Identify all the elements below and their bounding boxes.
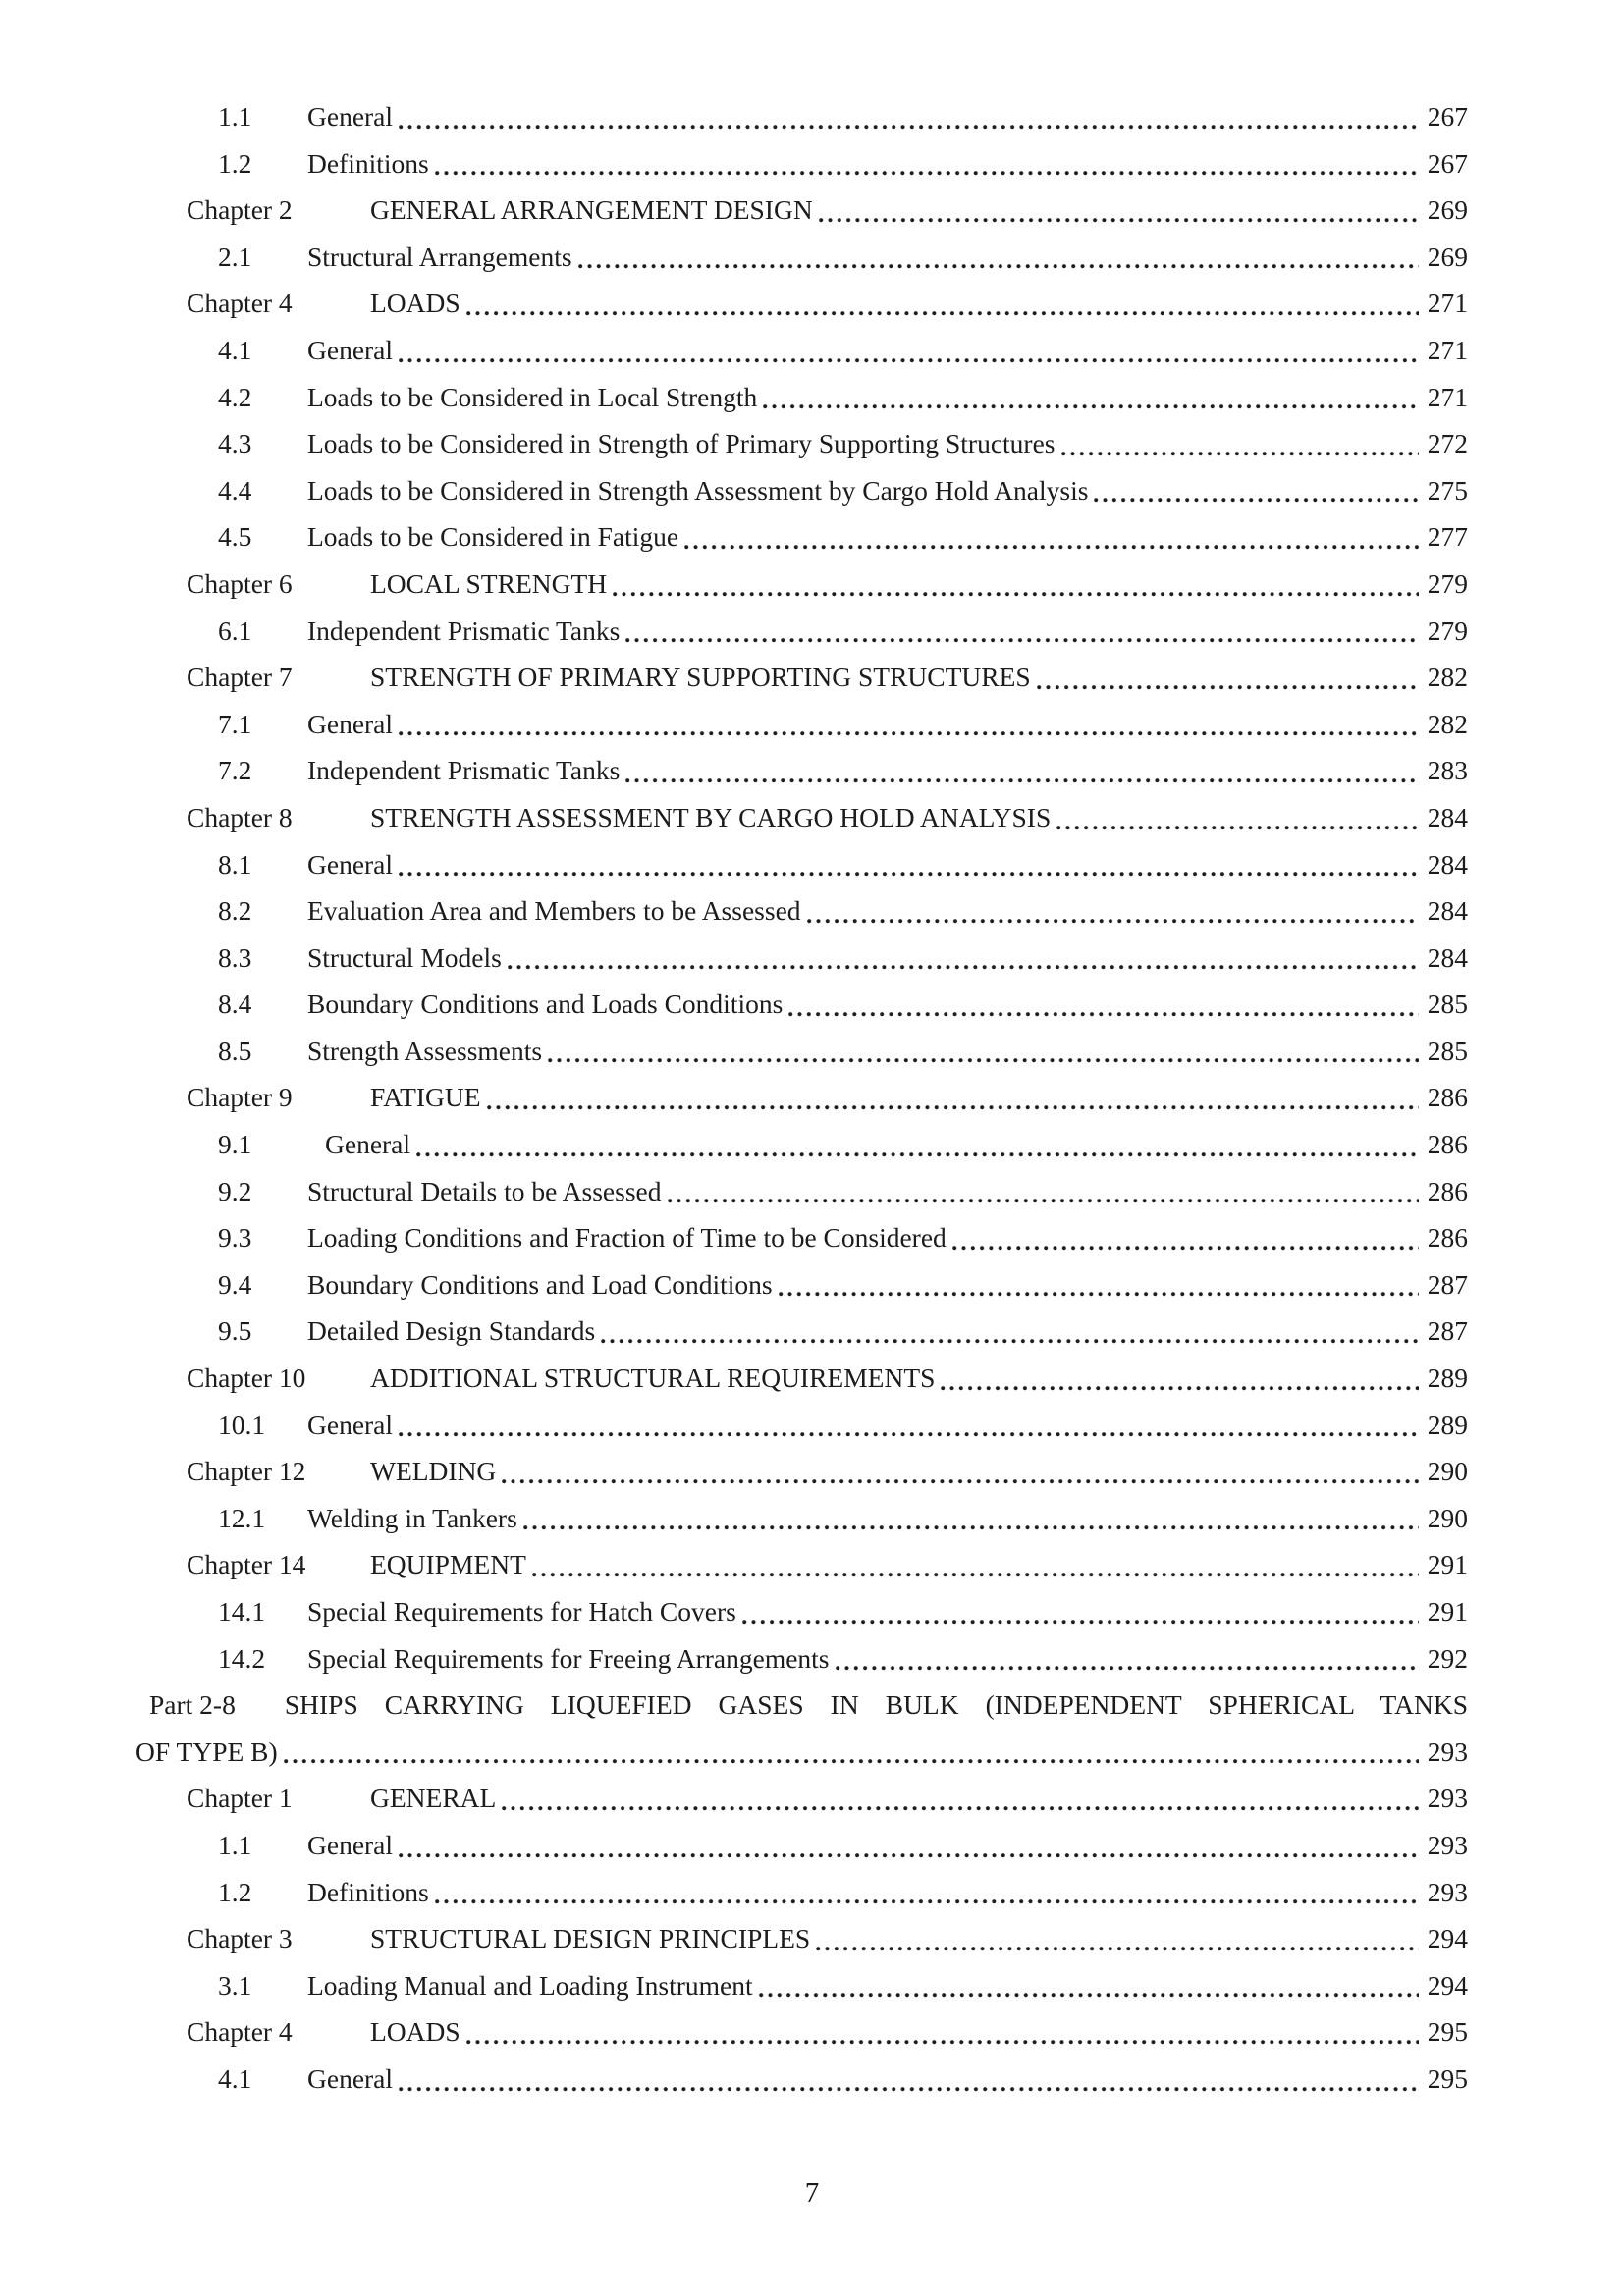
toc-entry-title: STRUCTURAL DESIGN PRINCIPLES (370, 1923, 811, 1954)
dot-leader (399, 870, 1419, 878)
toc-entry-page: 275 (1427, 474, 1468, 506)
toc-entry[interactable] (135, 2008, 1468, 2056)
toc-entry-page: 267 (1427, 101, 1468, 132)
toc-entry-number: Chapter 7 (187, 662, 293, 693)
toc-entry-page: 277 (1427, 521, 1468, 553)
dot-leader (819, 216, 1419, 224)
toc-entry-number: 7.1 (218, 708, 252, 739)
toc-entry[interactable] (135, 747, 1468, 794)
dot-leader (399, 1430, 1419, 1438)
toc-entry-number: Part 2-8 (149, 1689, 236, 1721)
toc-entry-number: 4.5 (218, 521, 252, 553)
toc-entry-number: 4.3 (218, 428, 252, 459)
toc-entry-number: 14.1 (218, 1596, 266, 1627)
dot-leader (684, 543, 1419, 551)
toc-entry-title-wrap: OF TYPE B) (135, 1735, 278, 1767)
toc-entry-number: 1.1 (218, 101, 252, 132)
toc-entry[interactable] (135, 1775, 1468, 1822)
toc-entry-title: Evaluation Area and Members to be Assessed (307, 895, 801, 927)
toc-entry[interactable] (135, 1822, 1468, 1869)
toc-entry[interactable] (135, 654, 1468, 701)
dot-leader (816, 1945, 1419, 1952)
toc-entry-number: 9.1 (218, 1129, 252, 1160)
toc-entry-page: 293 (1427, 1735, 1468, 1767)
toc-entry-title: EQUIPMENT (370, 1549, 526, 1580)
dot-leader (284, 1757, 1419, 1765)
toc-entry-page: 293 (1427, 1829, 1468, 1860)
toc-entry[interactable] (135, 1168, 1468, 1215)
toc-entry-number: 1.2 (218, 147, 252, 179)
toc-entry-number: 14.2 (218, 1642, 266, 1674)
toc-entry-number: 1.2 (218, 1876, 252, 1907)
dot-leader (625, 776, 1419, 784)
toc-entry-page: 286 (1427, 1129, 1468, 1160)
toc-entry[interactable] (135, 1869, 1468, 1916)
toc-entry[interactable] (135, 2056, 1468, 2103)
toc-entry-title: Loads to be Considered in Strength of Primary Supporting Structures (307, 428, 1056, 459)
toc-entry-number: 8.2 (218, 895, 252, 927)
toc-entry-number: 8.1 (218, 848, 252, 880)
toc-entry-page: 289 (1427, 1362, 1468, 1394)
dot-leader (466, 309, 1419, 317)
toc-entry[interactable] (135, 374, 1468, 421)
toc-entry-page: 272 (1427, 428, 1468, 459)
toc-entry-title: Special Requirements for Freeing Arrangements (307, 1642, 830, 1674)
toc-entry-number: Chapter 9 (187, 1082, 293, 1113)
toc-entry-number: 2.1 (218, 240, 252, 272)
toc-entry-title: General (307, 101, 394, 132)
toc-entry-page: 289 (1427, 1409, 1468, 1440)
toc-entry-page: 286 (1427, 1175, 1468, 1206)
dot-leader (668, 1197, 1420, 1204)
toc-entry-number: Chapter 10 (187, 1362, 306, 1394)
toc-entry-page: 269 (1427, 194, 1468, 226)
toc-entry-title: Strength Assessments (307, 1035, 543, 1066)
toc-entry-title: General (307, 848, 394, 880)
dot-leader (502, 1477, 1419, 1485)
toc-entry-page: 293 (1427, 1876, 1468, 1907)
toc-entry-title: GENERAL (370, 1783, 497, 1814)
toc-entry-title: Boundary Conditions and Loads Conditions (307, 988, 784, 1020)
toc-entry[interactable] (135, 140, 1468, 187)
toc-entry-page: 271 (1427, 288, 1468, 319)
toc-entry-page: 271 (1427, 381, 1468, 412)
toc-entry[interactable] (135, 420, 1468, 467)
toc-list (135, 93, 1468, 2103)
dot-leader (763, 402, 1419, 410)
toc-entry-title: Loading Conditions and Fraction of Time to be Considered (307, 1222, 947, 1254)
toc-entry-number: 9.3 (218, 1222, 252, 1254)
dot-leader (523, 1523, 1419, 1531)
dot-leader (601, 1337, 1419, 1345)
dot-leader (1056, 824, 1419, 831)
toc-entry-number: 8.3 (218, 941, 252, 973)
toc-entry-page: 271 (1427, 334, 1468, 365)
toc-entry-title: Loads to be Considered in Strength Assessment by Cargo Hold Analysis (307, 474, 1089, 506)
toc-entry[interactable] (135, 561, 1468, 608)
toc-entry-title: Special Requirements for Hatch Covers (307, 1596, 736, 1627)
toc-entry[interactable] (135, 608, 1468, 655)
dot-leader (788, 1010, 1419, 1018)
toc-entry[interactable] (135, 513, 1468, 561)
toc-entry[interactable] (135, 1121, 1468, 1168)
dot-leader (952, 1244, 1419, 1252)
toc-entry-number: 10.1 (218, 1409, 266, 1440)
dot-leader (1061, 450, 1419, 457)
dot-leader (532, 1571, 1419, 1578)
toc-entry[interactable] (135, 1588, 1468, 1635)
toc-entry-page: 282 (1427, 662, 1468, 693)
toc-entry-page: 290 (1427, 1456, 1468, 1487)
toc-entry-title: LOCAL STRENGTH (370, 567, 608, 599)
toc-entry-title: Loads to be Considered in Local Strength (307, 381, 758, 412)
toc-entry-number: 9.5 (218, 1315, 252, 1347)
toc-entry-title: General (307, 1409, 394, 1440)
dot-leader (625, 636, 1419, 644)
dot-leader (399, 356, 1419, 364)
toc-entry-number: 4.1 (218, 334, 252, 365)
toc-entry-number: Chapter 2 (187, 194, 293, 226)
dot-leader (759, 1991, 1419, 1999)
dot-leader (399, 729, 1419, 737)
toc-entry-number: 4.1 (218, 2062, 252, 2094)
toc-entry-page: 269 (1427, 240, 1468, 272)
toc-entry[interactable] (135, 1495, 1468, 1542)
toc-entry-page: 284 (1427, 848, 1468, 880)
toc-entry-number: 9.2 (218, 1175, 252, 1206)
toc-entry[interactable] (135, 981, 1468, 1028)
toc-entry-number: 6.1 (218, 614, 252, 646)
toc-entry-title: General (325, 1129, 411, 1160)
toc-entry-title: General (307, 708, 394, 739)
toc-entry-number: Chapter 1 (187, 1783, 293, 1814)
dot-leader (416, 1150, 1419, 1158)
toc-entry-title: General (307, 1829, 394, 1860)
toc-entry-page: 287 (1427, 1315, 1468, 1347)
toc-entry-title: General (307, 2062, 394, 2094)
toc-entry[interactable] (135, 234, 1468, 281)
dot-leader (807, 917, 1419, 925)
toc-entry-page: 292 (1427, 1642, 1468, 1674)
dot-leader (1037, 683, 1419, 691)
toc-entry[interactable] (135, 1261, 1468, 1308)
toc-entry[interactable] (135, 934, 1468, 982)
toc-entry-page: 267 (1427, 147, 1468, 179)
toc-entry[interactable] (135, 1214, 1468, 1261)
toc-entry-page: 279 (1427, 614, 1468, 646)
toc-entry[interactable] (135, 1402, 1468, 1449)
toc-entry-page: 294 (1427, 1969, 1468, 2001)
toc-entry-title: STRENGTH OF PRIMARY SUPPORTING STRUCTURES (370, 662, 1031, 693)
toc-entry[interactable] (135, 794, 1468, 841)
toc-entry-number: 4.4 (218, 474, 252, 506)
dot-leader (502, 1804, 1419, 1812)
toc-entry-number: 4.2 (218, 381, 252, 412)
toc-entry-title: Independent Prismatic Tanks (307, 755, 621, 786)
toc-entry-title: Boundary Conditions and Load Conditions (307, 1268, 773, 1300)
dot-leader (399, 1851, 1419, 1859)
toc-entry-title: LOADS (370, 288, 460, 319)
toc-entry[interactable] (135, 1074, 1468, 1121)
toc-entry[interactable] (135, 887, 1468, 934)
toc-entry-page: 290 (1427, 1502, 1468, 1533)
toc-entry-page: 282 (1427, 708, 1468, 739)
toc-entry-page: 291 (1427, 1596, 1468, 1627)
toc-entry-title: FATIGUE (370, 1082, 481, 1113)
toc-entry-page: 295 (1427, 2016, 1468, 2048)
toc-entry[interactable] (135, 1635, 1468, 1682)
toc-entry-title: Independent Prismatic Tanks (307, 614, 621, 646)
toc-entry-title: Detailed Design Standards (307, 1315, 596, 1347)
toc-entry-title: Loads to be Considered in Fatigue (307, 521, 679, 553)
toc-entry-page: 284 (1427, 941, 1468, 973)
toc-entry-number: Chapter 4 (187, 2016, 293, 2048)
toc-entry-page: 285 (1427, 1035, 1468, 1066)
toc-entry[interactable] (135, 1962, 1468, 2009)
toc-entry-title: ADDITIONAL STRUCTURAL REQUIREMENTS (370, 1362, 936, 1394)
dot-leader (548, 1056, 1419, 1064)
dot-leader (836, 1664, 1419, 1672)
toc-entry-title: GENERAL ARRANGEMENT DESIGN (370, 194, 813, 226)
toc-part-line-1 (135, 1682, 1468, 1729)
dot-leader (1094, 496, 1419, 504)
toc-entry[interactable] (135, 1541, 1468, 1588)
toc-entry-part[interactable] (135, 1682, 1468, 1775)
toc-entry-number: Chapter 3 (187, 1923, 293, 1954)
toc-entry-number: 7.2 (218, 755, 252, 786)
toc-entry-number: Chapter 12 (187, 1456, 306, 1487)
toc-entry-title: Structural Details to be Assessed (307, 1175, 662, 1206)
toc-entry-title: Structural Arrangements (307, 240, 572, 272)
toc-entry-number: Chapter 8 (187, 801, 293, 832)
dot-leader (779, 1290, 1419, 1298)
toc-entry-number: 8.5 (218, 1035, 252, 1066)
toc-entry-title: STRENGTH ASSESSMENT BY CARGO HOLD ANALYSIS (370, 801, 1052, 832)
toc-entry-number: 1.1 (218, 1829, 252, 1860)
dot-leader (941, 1384, 1419, 1392)
toc-entry[interactable] (135, 1355, 1468, 1402)
toc-entry-title: Loading Manual and Loading Instrument (307, 1969, 753, 2001)
toc-entry-title: SHIPS CARRYING LIQUEFIED GASES IN BULK (INDEPENDENT SPHERICAL TANKS (284, 1689, 1468, 1721)
toc-entry[interactable] (135, 327, 1468, 374)
toc-entry-page: 293 (1427, 1783, 1468, 1814)
dot-leader (466, 2038, 1419, 2046)
toc-entry-page: 287 (1427, 1268, 1468, 1300)
toc-entry-title: Welding in Tankers (307, 1502, 517, 1533)
toc-entry-title: Structural Models (307, 941, 502, 973)
dot-leader (435, 169, 1419, 177)
toc-entry-page: 284 (1427, 801, 1468, 832)
toc-entry[interactable] (135, 467, 1468, 514)
toc-entry-title: Definitions (307, 147, 429, 179)
toc-entry-number: 8.4 (218, 988, 252, 1020)
toc-entry[interactable] (135, 187, 1468, 234)
dot-leader (399, 123, 1419, 131)
toc-entry-page: 279 (1427, 567, 1468, 599)
dot-leader (613, 590, 1419, 598)
toc-entry[interactable] (135, 93, 1468, 140)
toc-entry-title: LOADS (370, 2016, 460, 2048)
toc-entry[interactable] (135, 1915, 1468, 1962)
footer-page-number: 7 (804, 2177, 820, 2209)
toc-entry-title: General (307, 334, 394, 365)
dot-leader (435, 1897, 1419, 1905)
toc-entry-number: Chapter 6 (187, 567, 293, 599)
dot-leader (487, 1103, 1419, 1111)
toc-entry-number: 12.1 (218, 1502, 266, 1533)
toc-entry-number: 9.4 (218, 1268, 252, 1300)
toc-entry-page: 283 (1427, 755, 1468, 786)
toc-entry[interactable] (135, 701, 1468, 748)
toc-entry-page: 294 (1427, 1923, 1468, 1954)
toc-part-line-2 (135, 1729, 1468, 1776)
toc-entry-title: Definitions (307, 1876, 429, 1907)
toc-entry-number: 3.1 (218, 1969, 252, 2001)
toc-entry-page: 285 (1427, 988, 1468, 1020)
toc-entry-number: Chapter 14 (187, 1549, 306, 1580)
toc-entry-page: 295 (1427, 2062, 1468, 2094)
toc-entry[interactable] (135, 1308, 1468, 1355)
dot-leader (742, 1618, 1419, 1626)
dot-leader (578, 262, 1419, 270)
toc-entry-title: WELDING (370, 1456, 497, 1487)
dot-leader (399, 2085, 1419, 2093)
dot-leader (508, 963, 1419, 971)
toc-entry-page: 286 (1427, 1082, 1468, 1113)
toc-entry-number: Chapter 4 (187, 288, 293, 319)
toc-entry[interactable] (135, 841, 1468, 888)
toc-entry-page: 286 (1427, 1222, 1468, 1254)
toc-entry-page: 284 (1427, 895, 1468, 927)
toc-entry[interactable] (135, 280, 1468, 327)
toc-entry-page: 291 (1427, 1549, 1468, 1580)
toc-entry[interactable] (135, 1448, 1468, 1495)
toc-entry[interactable] (135, 1028, 1468, 1075)
